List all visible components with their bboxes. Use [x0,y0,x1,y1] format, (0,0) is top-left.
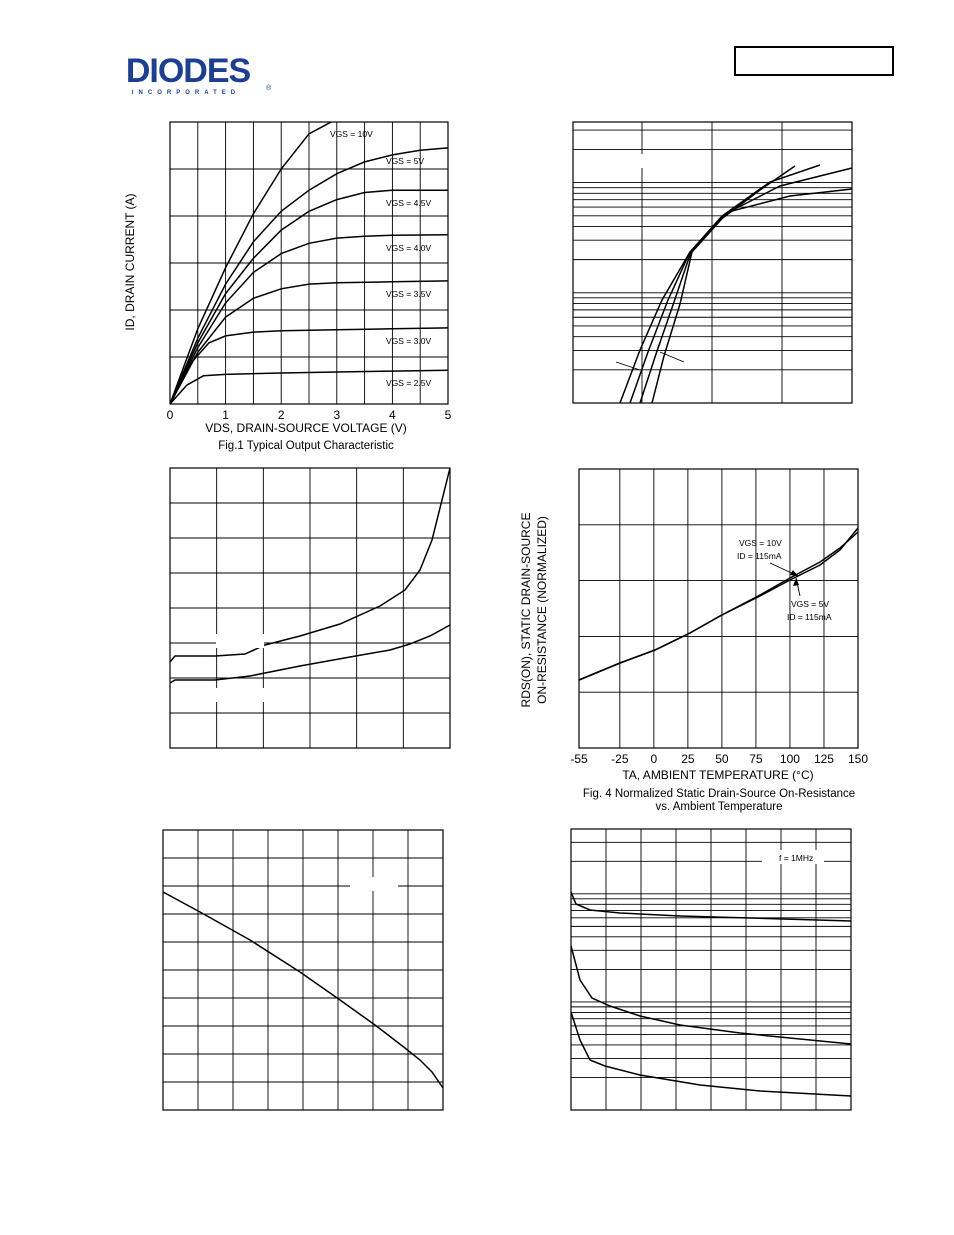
fig5-grid [163,830,443,1110]
fig4-annotation-10v-line1: VGS = 10V [739,538,782,548]
fig1-series-label: VGS = 3.5V [386,288,432,299]
logo-text: DIODES [125,52,251,90]
fig4-x-tick-label: 50 [715,752,729,766]
fig4-chart [519,469,868,813]
fig4-annotation-10v-arrowhead [790,570,798,576]
fig4-ylabel-line2: ON-RESISTANCE (NORMALIZED) [535,516,549,704]
fig1-xlabel: VDS, DRAIN-SOURCE VOLTAGE (V) [205,421,407,435]
fig4-caption-line1: Fig. 4 Normalized Static Drain-Source On-Resistance [582,788,856,800]
fig1-x-tick-label: 2 [277,408,285,422]
fig4-x-tick-label: -25 [611,752,629,766]
fig4-annotation-5v [787,578,832,622]
fig2-series-line [652,189,852,403]
fig3-blank-label [216,634,264,648]
logo-registered-mark: ® [266,85,272,92]
fig4-annotation-10v [737,538,798,576]
fig6-legend: f = 1MHz [779,853,814,863]
fig4-x-tick-label: -55 [570,752,588,766]
fig1-series-label: VGS = 5V [386,155,425,166]
fig1-series-label: VGS = 4.0V [386,242,432,253]
fig4-x-tick-label: 25 [681,752,695,766]
fig1-series-label: VGS = 10V [330,129,373,139]
fig1-x-tick-label: 4 [389,408,396,422]
fig4-x-tick-label: 100 [779,752,800,766]
fig1-x-tick-label: 1 [222,408,229,422]
fig1-series-label: VGS = 4.5V [386,198,432,209]
fig4-x-tick-label: 0 [650,752,658,766]
fig4-x-tick-label: 150 [847,752,869,766]
fig4-x-tick-label: 75 [749,752,763,766]
fig1-x-tick-label: 3 [333,408,341,422]
fig3-chart [170,468,450,748]
fig4-xlabel: TA, AMBIENT TEMPERATURE (°C) [622,768,814,782]
fig2-series-line [630,165,820,403]
fig5-blank-label [350,877,398,891]
fig1-series-label: VGS = 2.5V [386,378,432,389]
fig1-series-label: VGS = 3.0V [386,335,432,346]
fig3-grid [170,468,450,748]
fig4-annotation-5v-arrowhead [793,578,799,586]
fig1-curve-labels [330,129,431,388]
fig2-series-line [640,168,852,403]
fig6-chart [571,829,851,1110]
fig1-caption: Fig.1 Typical Output Characteristic [218,440,394,452]
fig3-blank-label [216,688,264,702]
fig4-x-tick-label: 125 [813,752,834,766]
fig2-arrow-line [616,362,640,370]
fig4-caption-line2: vs. Ambient Temperature [655,801,783,813]
fig4-annotation-10v-line2: ID = 115mA [737,551,782,561]
fig1-chart [123,122,452,452]
fig4-annotation-5v-line1: VGS = 5V [791,599,830,609]
fig2-blank-label [608,154,656,168]
fig1-x-ticks [167,408,452,422]
fig1-x-tick-label: 0 [166,408,174,422]
logo-subtext: INCORPORATED [131,90,241,96]
fig2-chart [573,122,852,403]
fig4-x-ticks [570,752,868,766]
fig5-chart [163,830,443,1110]
fig4-ylabel-line1: RDS(ON), STATIC DRAIN-SOURCE [519,512,533,708]
fig1-x-tick-label: 5 [444,408,452,422]
fig4-annotation-5v-line2: ID = 115mA [787,612,832,622]
fig2-curves [608,154,852,403]
fig1-ylabel: ID, DRAIN CURRENT (A) [123,193,137,331]
